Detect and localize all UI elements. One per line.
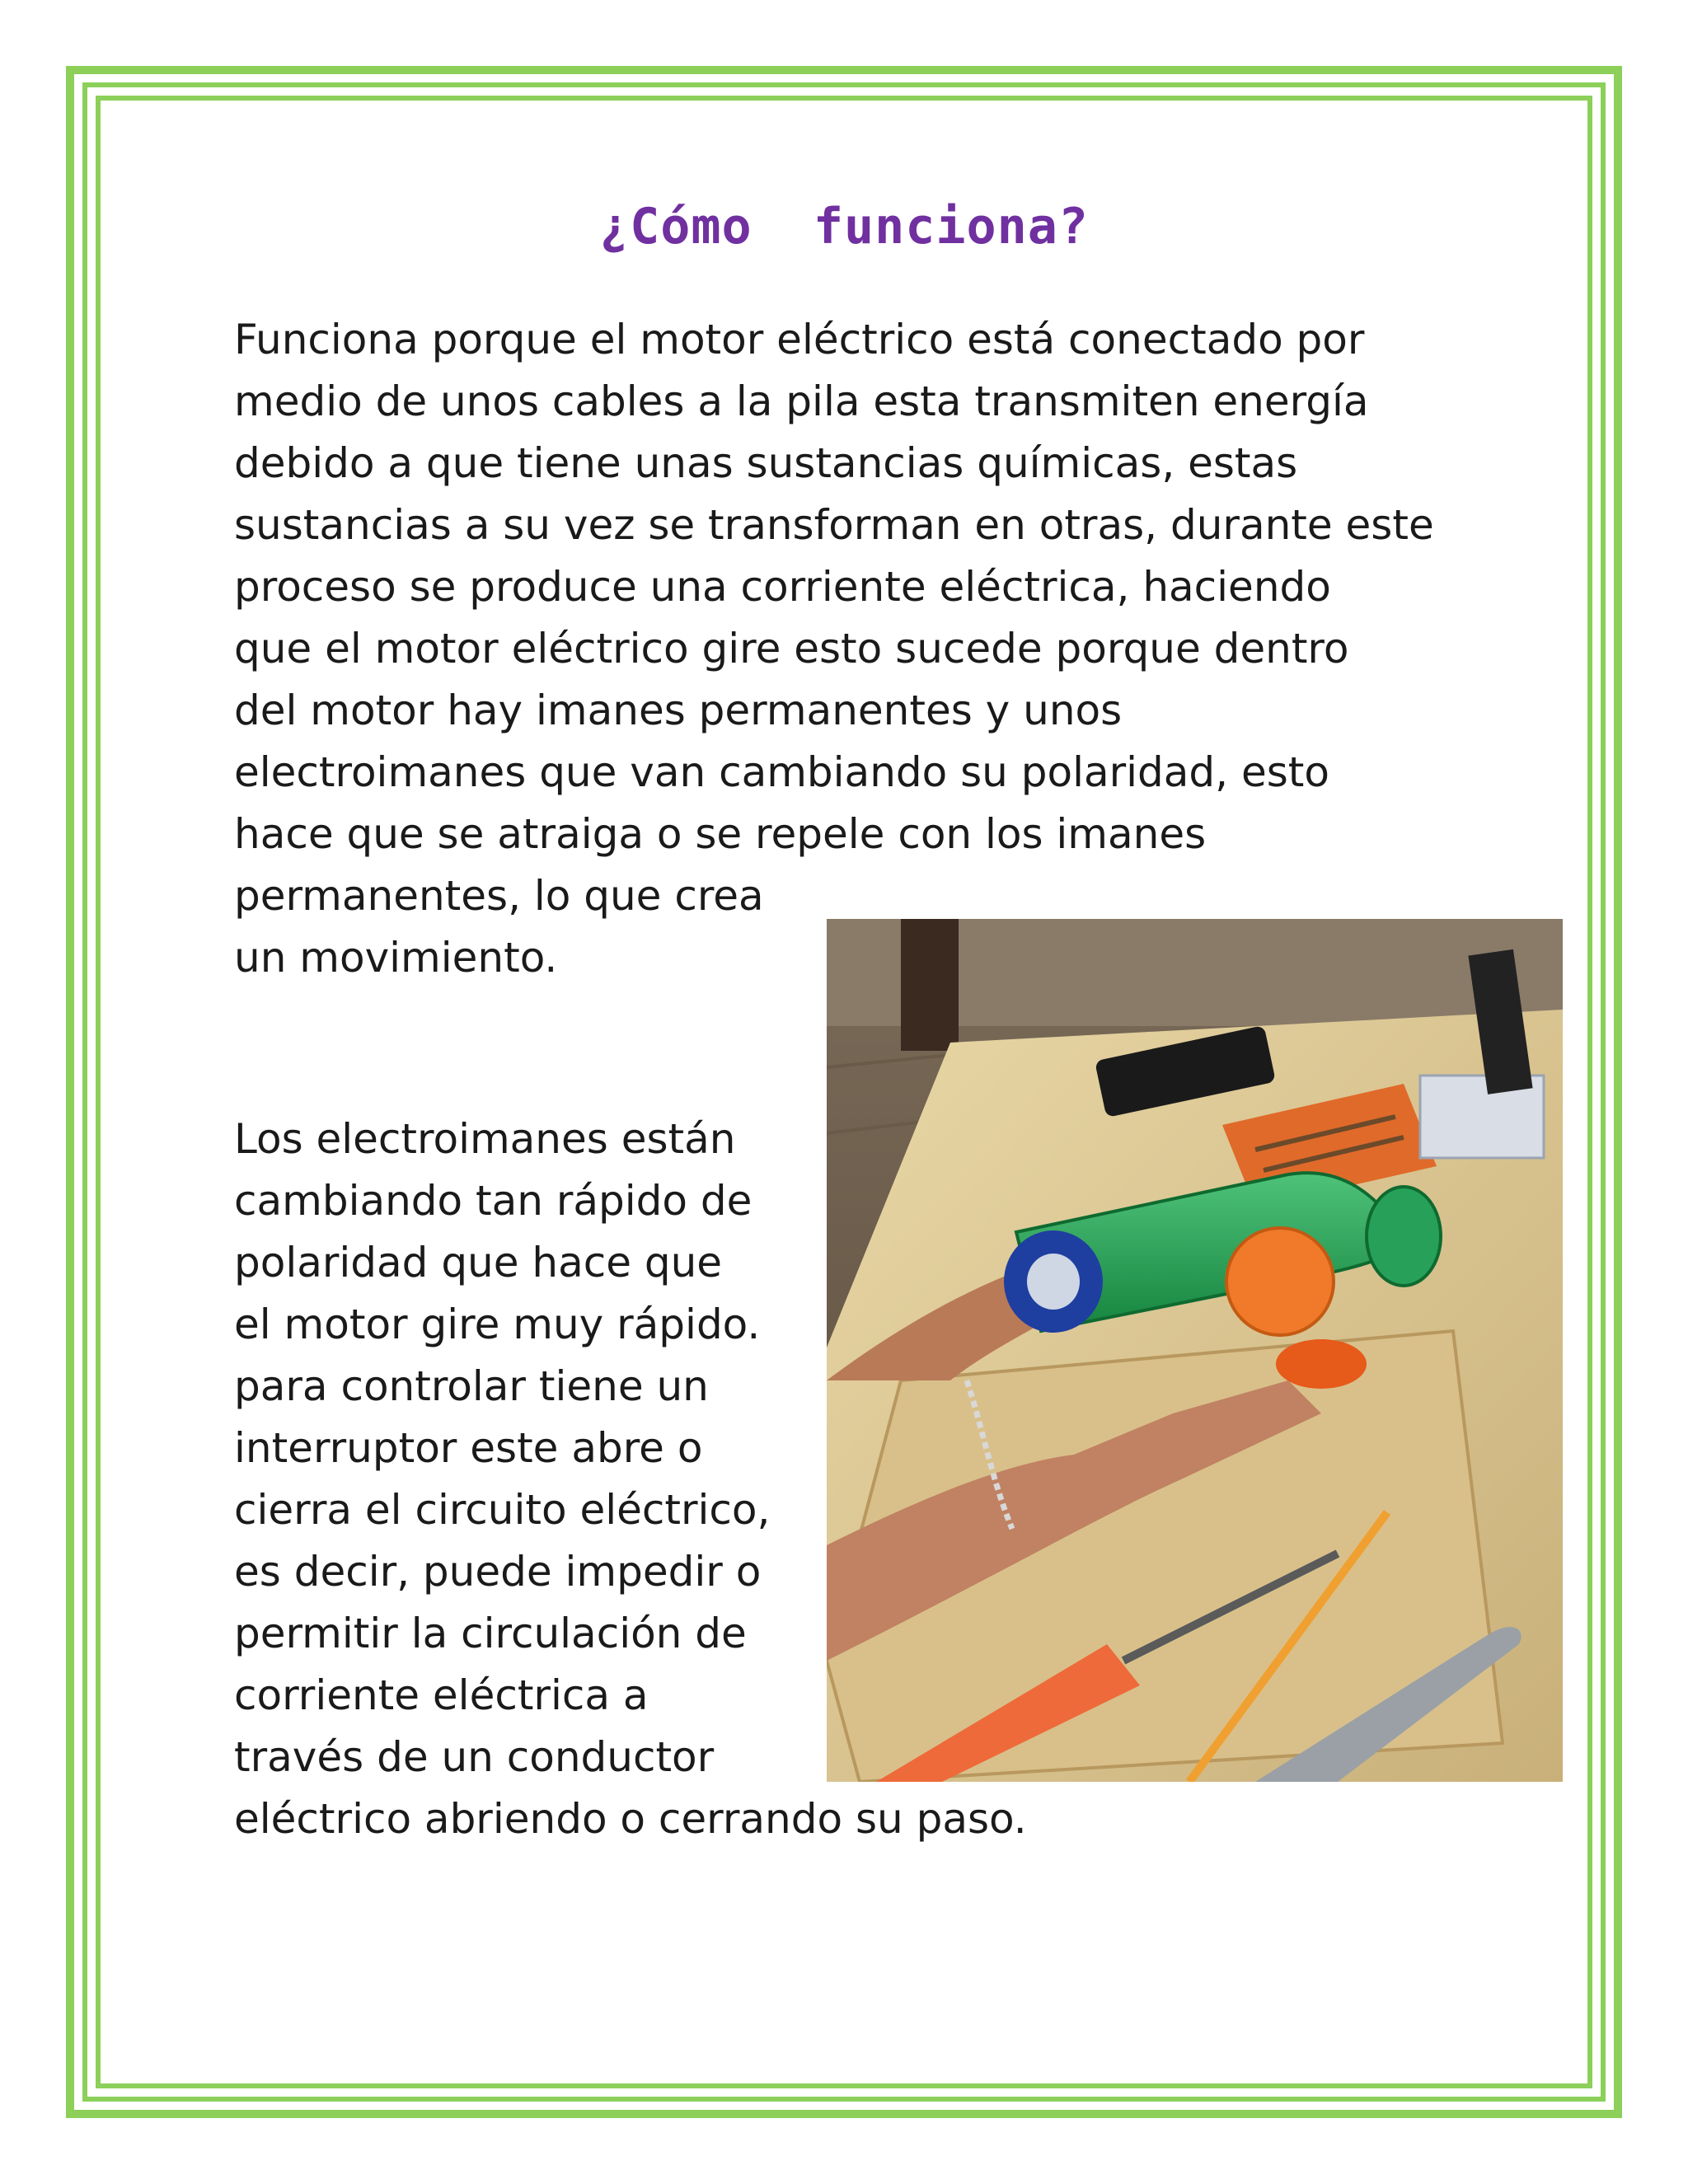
paragraph-line: medio de unos cables a la pila esta transmiten energía: [234, 377, 1369, 425]
paragraph-line: proceso se produce una corriente eléctrica, haciendo: [234, 563, 1331, 611]
paragraph-line: Los electroimanes están: [234, 1115, 736, 1163]
paragraph-line: permitir la circulación de: [234, 1610, 747, 1657]
paragraph-line: que el motor eléctrico gire esto sucede porque dentro: [234, 625, 1349, 673]
paragraph-line: sustancias a su vez se transforman en otras, durante este: [234, 501, 1434, 549]
paragraph-line: eléctrico abriendo o cerrando su paso.: [234, 1795, 1027, 1843]
paragraph-line: del motor hay imanes permanentes y unos: [234, 687, 1123, 734]
paragraph-how-it-works: [234, 309, 1434, 989]
paragraph-line: el motor gire muy rápido.: [234, 1301, 761, 1348]
paragraph-line: para controlar tiene un: [234, 1362, 709, 1410]
paragraph-line: cierra el circuito eléctrico,: [234, 1486, 771, 1534]
paragraph-line: través de un conductor: [234, 1733, 715, 1781]
paragraph-line: hace que se atraiga o se repele con los imanes: [234, 810, 1207, 858]
paragraph-line: Funciona porque el motor eléctrico está conectado por: [234, 316, 1365, 363]
paragraph-line: cambiando tan rápido de: [234, 1177, 753, 1225]
page-title: ¿Cómo funciona?: [599, 198, 1089, 255]
motor-project-photo: [827, 919, 1563, 1782]
paragraph-line: un movimiento.: [234, 934, 558, 982]
paragraph-line: polaridad que hace que: [234, 1239, 723, 1286]
paragraph-line: interruptor este abre o: [234, 1424, 703, 1472]
paragraph-line: permanentes, lo que crea: [234, 872, 764, 920]
paragraph-line: es decir, puede impedir o: [234, 1548, 762, 1596]
paragraph-line: debido a que tiene unas sustancias químicas, estas: [234, 439, 1298, 487]
paragraph-line: electroimanes que van cambiando su polaridad, esto: [234, 748, 1329, 796]
paragraph-line: corriente eléctrica a: [234, 1671, 649, 1719]
motor-project-illustration: [827, 919, 1563, 1782]
